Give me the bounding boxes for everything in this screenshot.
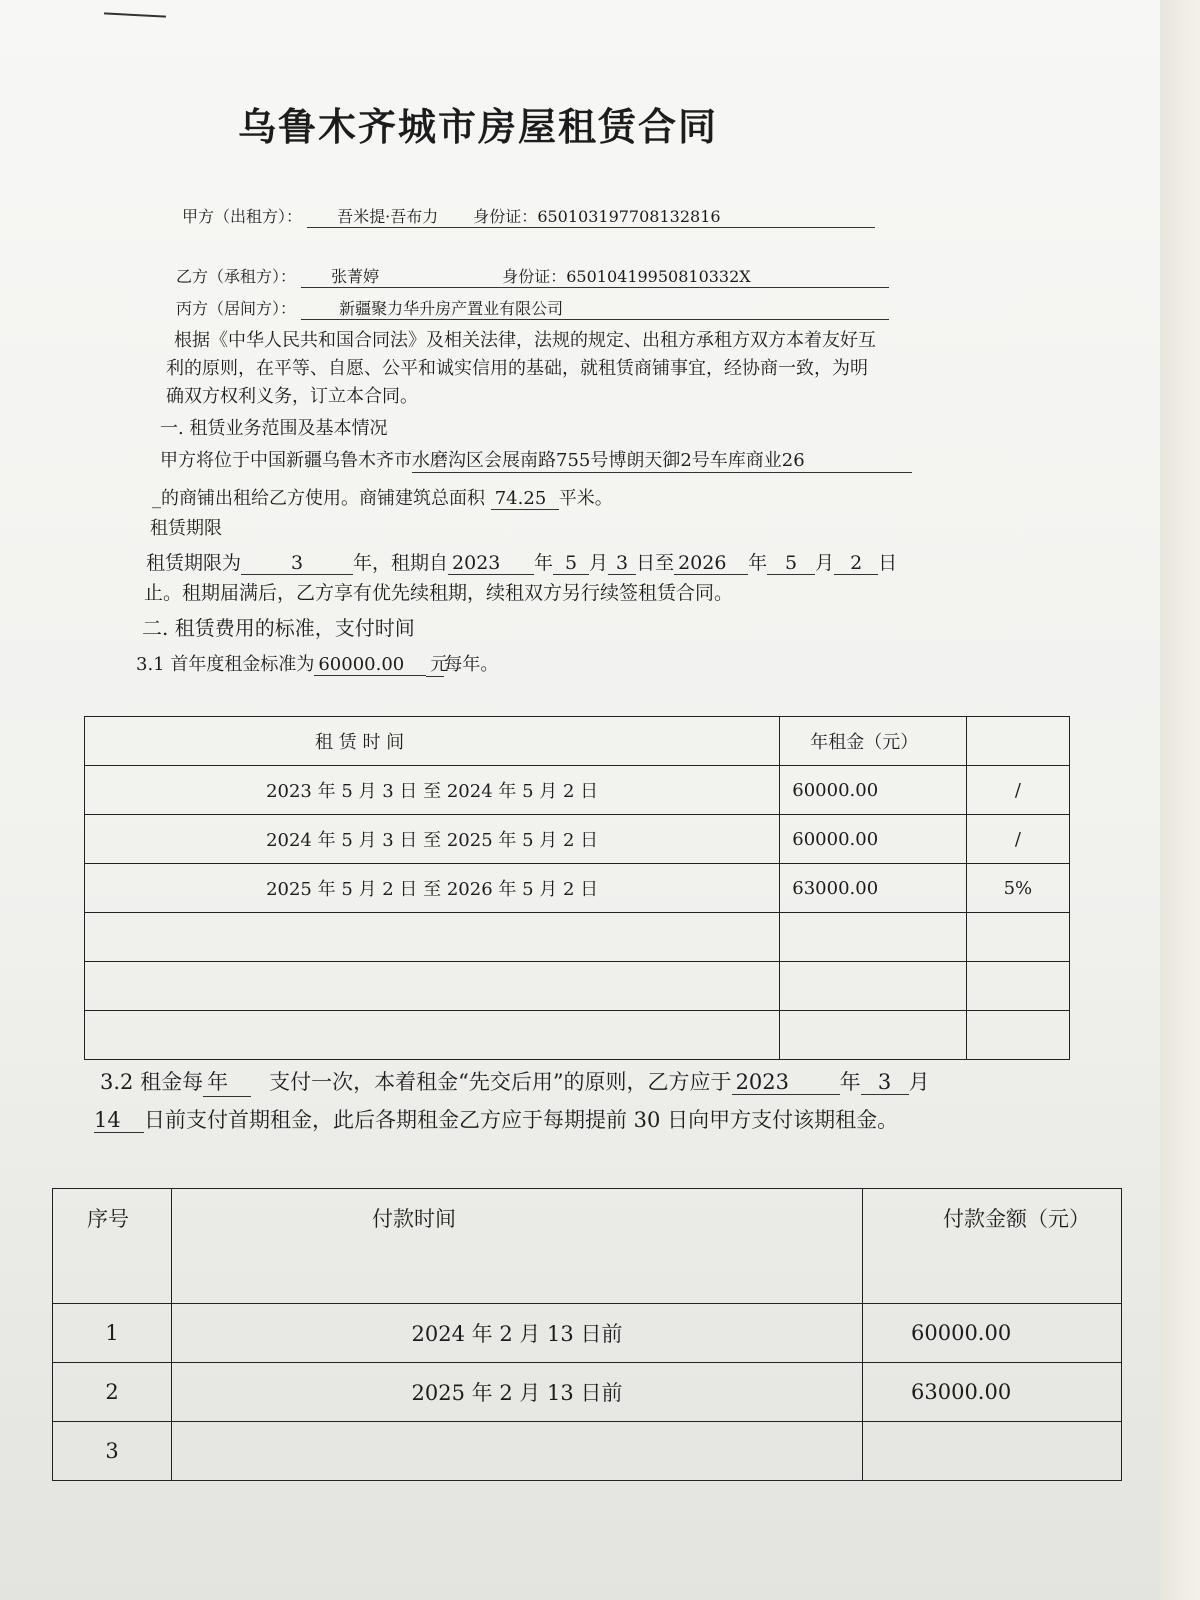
rent-unit: 元 (426, 650, 444, 677)
table-row (85, 766, 1070, 815)
header-payment-amount: 付款金额（元） (863, 1189, 1122, 1304)
rent-increase (966, 913, 1069, 962)
party-a-label: 甲方（出租方）： (182, 207, 303, 226)
party-b-id-label: 身份证： (502, 267, 567, 286)
table-row (85, 962, 1070, 1011)
header-period: 租 赁 时 间 (85, 717, 780, 766)
payment-text-4: 月 (908, 1070, 930, 1094)
payment-clause-line2 (94, 1104, 898, 1134)
lease-text-6: 月 (815, 552, 835, 574)
rent-period (85, 1011, 780, 1060)
rent-increase (966, 962, 1069, 1011)
pen-mark (104, 12, 166, 17)
property-address: 水磨沟区会展南路755号博朗天御2号车库商业26 (412, 446, 912, 473)
first-payment-month: 3 (861, 1070, 909, 1095)
party-b-fill (301, 264, 889, 288)
header-extra (966, 717, 1069, 766)
section1-heading: 一. 租赁业务范围及基本情况 (160, 418, 388, 439)
payment-schedule-table (52, 1188, 1122, 1481)
payment-text-5: 日前支付首期租金，此后各期租金乙方应于每期提前 30 日向甲方支付该期租金。 (144, 1108, 899, 1132)
table-header-row (85, 717, 1070, 766)
floor-area: 74.25 (491, 488, 559, 510)
section1-line1 (160, 446, 912, 473)
table-row (85, 1011, 1070, 1060)
header-payment-date: 付款时间 (172, 1189, 863, 1304)
preamble-line-1: 根据《中华人民共和国合同法》及相关法律，法规的规定、出租方承租方双方本着友好互 (174, 330, 876, 351)
section1-line2 (152, 484, 613, 510)
lease-text-2: 年 (534, 552, 554, 574)
payment-amount: 60000.00 (863, 1304, 1122, 1363)
lease-term-prefix: 租赁期限为 (146, 552, 242, 574)
rent-value (780, 962, 966, 1011)
lease-text-7: 日 (878, 552, 898, 574)
section2-heading: 二. 租赁费用的标准，支付时间 (142, 616, 415, 640)
first-payment-year: 2023 (732, 1070, 840, 1095)
lease-start-month: 5 (553, 552, 589, 575)
payment-text-1: 3.2 租金每 (100, 1070, 204, 1094)
section1-prefix2: _的商铺出租给乙方使用。商铺建筑总面积 (152, 488, 485, 509)
rent-increase: / (966, 815, 1069, 864)
document-title: 乌鲁木齐城市房屋租赁合同 (238, 105, 719, 149)
payment-text-2: 支付一次，本着租金“先交后用”的原则，乙方应于 (269, 1070, 732, 1094)
payment-amount (863, 1422, 1122, 1481)
lease-years: 3 (241, 552, 353, 575)
payment-period: 年 (203, 1066, 251, 1097)
party-c-name: 新疆聚力华升房产置业有限公司 (339, 299, 564, 318)
preamble-line-2: 利的原则，在平等、自愿、公平和诚实信用的基础，就租赁商铺事宜，经协商一致，为明 (166, 358, 868, 379)
table-row (85, 864, 1070, 913)
lease-start-year: 2023 (448, 552, 534, 575)
lease-term-line2: 止。租期届满后，乙方享有优先续租期，续租双方另行续签租赁合同。 (144, 582, 734, 604)
rent-increase (966, 1011, 1069, 1060)
party-c-fill (301, 296, 889, 320)
lease-end-month: 5 (767, 552, 815, 575)
rent-increase: 5% (966, 864, 1069, 913)
party-c-label: 丙方（居间方）： (176, 299, 297, 318)
preamble-line-3: 确双方权利义务，订立本合同。 (166, 386, 418, 407)
rent-suffix: 每年。 (444, 654, 499, 675)
rent-period (85, 962, 780, 1011)
payment-serial: 1 (53, 1304, 172, 1363)
table-header-row (53, 1189, 1122, 1304)
lease-text-3: 月 (589, 552, 609, 574)
table-row (53, 1363, 1122, 1422)
payment-amount: 63000.00 (863, 1363, 1122, 1422)
party-b-id: 65010419950810332X (566, 267, 751, 286)
header-annual-rent: 年租金（元） (780, 717, 966, 766)
lease-end-day: 2 (834, 552, 878, 575)
first-payment-day: 14 (94, 1108, 144, 1133)
lease-term-heading: 租赁期限 (150, 518, 222, 539)
payment-clause-line1 (100, 1066, 930, 1097)
payment-date: 2025 年 2 月 13 日前 (172, 1363, 863, 1422)
party-a-fill (307, 204, 875, 228)
rent-standard-line (136, 650, 498, 677)
area-unit: 平米。 (558, 488, 613, 509)
lease-start-day: 3 (608, 552, 636, 575)
party-a-id-label: 身份证： (473, 207, 538, 226)
rent-period: 2024 年 5 月 3 日 至 2025 年 5 月 2 日 (85, 815, 780, 864)
party-a-id: 650103197708132816 (537, 207, 721, 226)
header-serial: 序号 (53, 1189, 172, 1304)
party-a-name: 吾米提·吾布力 (337, 207, 439, 226)
lease-text-4: 日至 (636, 552, 675, 574)
party-b-label: 乙方（承租方）： (176, 267, 297, 286)
rent-increase: / (966, 766, 1069, 815)
rent-prefix: 3.1 首年度租金标准为 (136, 654, 315, 675)
party-b-name: 张菁婷 (331, 267, 380, 286)
rent-schedule-table (84, 716, 1070, 1060)
lease-term-line1 (146, 548, 897, 575)
table-row (53, 1304, 1122, 1363)
background-surface (1160, 0, 1200, 1600)
payment-serial: 2 (53, 1363, 172, 1422)
section1-prefix: 甲方将位于中国新疆乌鲁木齐市 (160, 450, 412, 471)
rent-value: 60000.00 (780, 766, 966, 815)
payment-serial: 3 (53, 1422, 172, 1481)
party-a-row (182, 204, 875, 228)
lease-text-1: 年，租期自 (353, 552, 449, 574)
rent-period: 2025 年 5 月 2 日 至 2026 年 5 月 2 日 (85, 864, 780, 913)
rent-value: 60000.00 (780, 815, 966, 864)
table-row (85, 913, 1070, 962)
rent-period (85, 913, 780, 962)
payment-text-3: 年 (839, 1070, 861, 1094)
payment-date (172, 1422, 863, 1481)
lease-text-5: 年 (748, 552, 768, 574)
party-c-row (176, 296, 889, 320)
rent-value (780, 1011, 966, 1060)
rent-amount: 60000.00 (314, 654, 426, 676)
table-row (85, 815, 1070, 864)
rent-value (780, 913, 966, 962)
rent-value: 63000.00 (780, 864, 966, 913)
table-row (53, 1422, 1122, 1481)
rent-period: 2023 年 5 月 3 日 至 2024 年 5 月 2 日 (85, 766, 780, 815)
payment-date: 2024 年 2 月 13 日前 (172, 1304, 863, 1363)
lease-end-year: 2026 (674, 552, 748, 575)
party-b-row (176, 264, 889, 288)
